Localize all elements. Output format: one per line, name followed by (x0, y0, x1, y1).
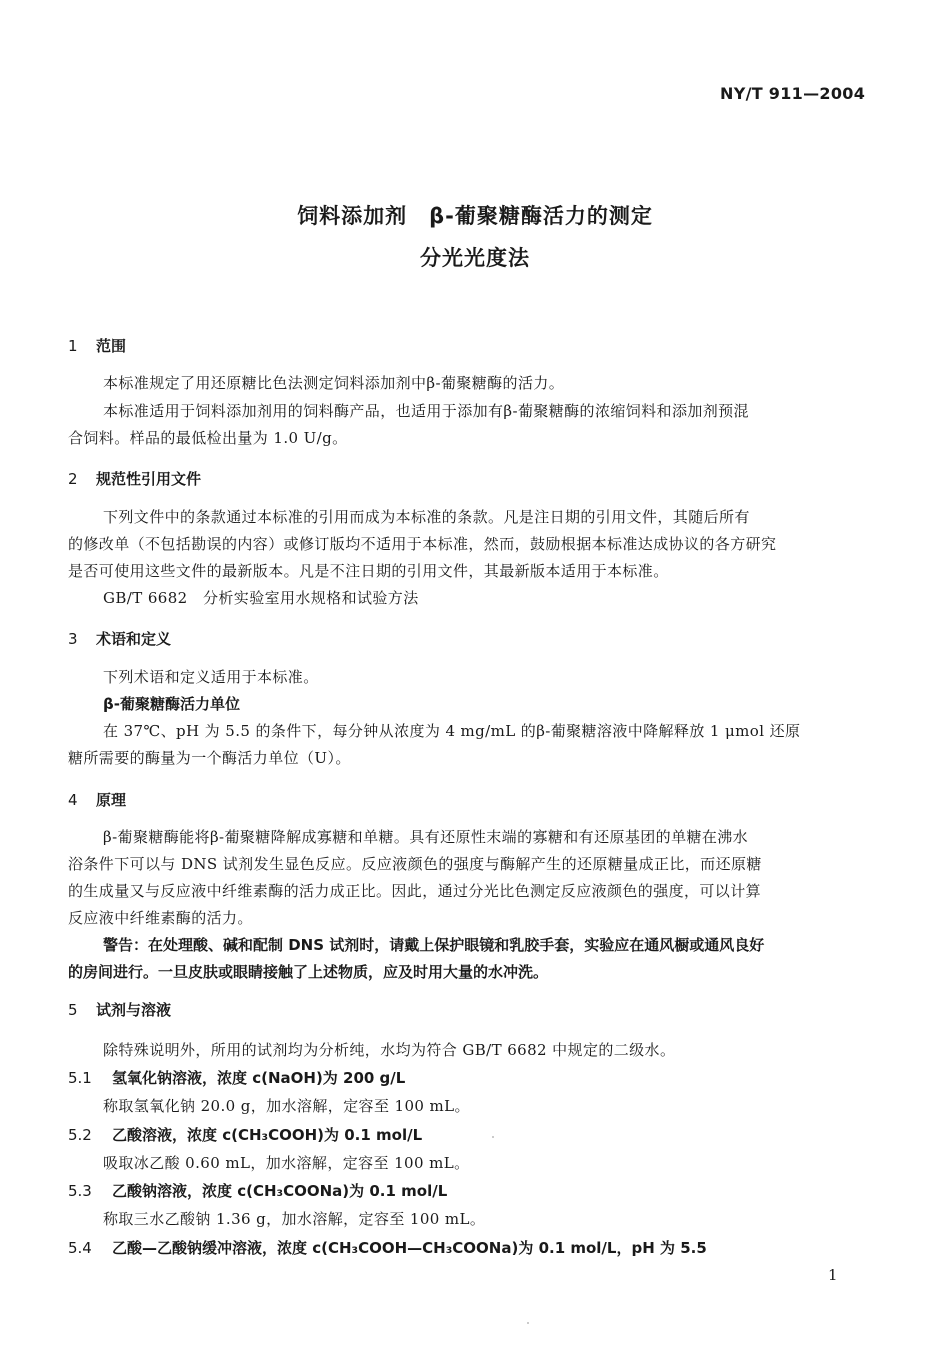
paragraph: 下列术语和定义适用于本标准。 (103, 668, 319, 686)
normative-reference: GB/T 6682 分析实验室用水规格和试验方法 (103, 589, 419, 607)
paragraph: 本标准规定了用还原糖比色法测定饲料添加剂中β-葡聚糖酶的活力。 (103, 374, 565, 392)
section-number: 2 (68, 470, 78, 488)
subsection-heading-5-1 (68, 1067, 405, 1088)
paragraph: 下列文件中的条款通过本标准的引用而成为本标准的条款。凡是注日期的引用文件，其随后所有 (103, 508, 750, 526)
page-number: 1 (828, 1266, 838, 1284)
section-number: 5 (68, 1001, 78, 1019)
paragraph: 的修改单（不包括勘误的内容）或修订版均不适用于本标准，然而，鼓励根据本标准达成协议的各方研究 (68, 535, 777, 553)
scan-artifact (527, 1322, 529, 1324)
subsection-title: 乙酸钠溶液，浓度 c(CH₃COONa)为 0.1 mol/L (112, 1182, 448, 1200)
document-subtitle: 分光光度法 (420, 246, 530, 270)
section-title: 范围 (96, 337, 127, 355)
paragraph: 的生成量又与反应液中纤维素酶的活力成正比。因此，通过分光比色测定反应液颜色的强度，可以计算 (68, 882, 762, 900)
paragraph: 称取三水乙酸钠 1.36 g，加水溶解，定容至 100 mL。 (103, 1210, 486, 1228)
paragraph: 合饲料。样品的最低检出量为 1.0 U/g。 (68, 429, 348, 447)
term-heading: β-葡聚糖酶活力单位 (103, 695, 240, 713)
subsection-heading-5-2 (68, 1124, 422, 1145)
subsection-title: 乙酸—乙酸钠缓冲溶液，浓度 c(CH₃COOH—CH₃COONa)为 0.1 mol/L，pH 为 5.5 (112, 1239, 707, 1257)
subsection-heading-5-4 (68, 1237, 707, 1258)
paragraph: 糖所需要的酶量为一个酶活力单位（U）。 (68, 749, 351, 767)
paragraph: 浴条件下可以与 DNS 试剂发生显色反应。反应液颜色的强度与酶解产生的还原糖量成正比，而还原糖 (68, 855, 762, 873)
subsection-heading-5-3 (68, 1180, 447, 1201)
scan-artifact (492, 1136, 494, 1138)
paragraph: 是否可使用这些文件的最新版本。凡是不注日期的引用文件，其最新版本适用于本标准。 (68, 562, 669, 580)
paragraph: 称取氢氧化钠 20.0 g，加水溶解，定容至 100 mL。 (103, 1097, 470, 1115)
document-title: 饲料添加剂 β-葡聚糖酶活力的测定 (297, 204, 653, 228)
paragraph: 吸取冰乙酸 0.60 mL，加水溶解，定容至 100 mL。 (103, 1154, 470, 1172)
paragraph: β-葡聚糖酶能将β-葡聚糖降解成寡糖和单糖。具有还原性末端的寡糖和有还原基团的单糖在沸水 (103, 828, 749, 846)
section-title: 试剂与溶液 (96, 1001, 172, 1019)
subsection-number: 5.3 (68, 1182, 92, 1200)
section-heading-1 (68, 335, 126, 356)
section-number: 1 (68, 337, 78, 355)
section-heading-3 (68, 628, 171, 649)
paragraph: 在 37℃、pH 为 5.5 的条件下，每分钟从浓度为 4 mg/mL 的β-葡聚糖溶液中降解释放 1 μmol 还原 (103, 722, 801, 740)
section-title: 术语和定义 (96, 630, 172, 648)
section-number: 3 (68, 630, 78, 648)
warning-text: 的房间进行。一旦皮肤或眼睛接触了上述物质，应及时用大量的水冲洗。 (68, 963, 549, 981)
paragraph: 除特殊说明外，所用的试剂均为分析纯，水均为符合 GB/T 6682 中规定的二级水。 (103, 1041, 676, 1059)
subsection-title: 氢氧化钠溶液，浓度 c(NaOH)为 200 g/L (112, 1069, 406, 1087)
section-heading-5 (68, 999, 171, 1020)
subsection-number: 5.1 (68, 1069, 92, 1087)
subsection-title: 乙酸溶液，浓度 c(CH₃COOH)为 0.1 mol/L (112, 1126, 423, 1144)
standard-number: NY/T 911—2004 (720, 84, 866, 103)
section-heading-2 (68, 468, 201, 489)
section-number: 4 (68, 791, 78, 809)
paragraph: 反应液中纤维素酶的活力。 (68, 909, 253, 927)
warning-text: 警告：在处理酸、碱和配制 DNS 试剂时，请戴上保护眼镜和乳胶手套，实验应在通风橱或通风良好 (103, 936, 765, 954)
paragraph: 本标准适用于饲料添加剂用的饲料酶产品，也适用于添加有β-葡聚糖酶的浓缩饲料和添加剂预混 (103, 402, 749, 420)
section-heading-4 (68, 789, 126, 810)
subsection-number: 5.4 (68, 1239, 92, 1257)
subsection-number: 5.2 (68, 1126, 92, 1144)
section-title: 规范性引用文件 (96, 470, 202, 488)
section-title: 原理 (96, 791, 127, 809)
